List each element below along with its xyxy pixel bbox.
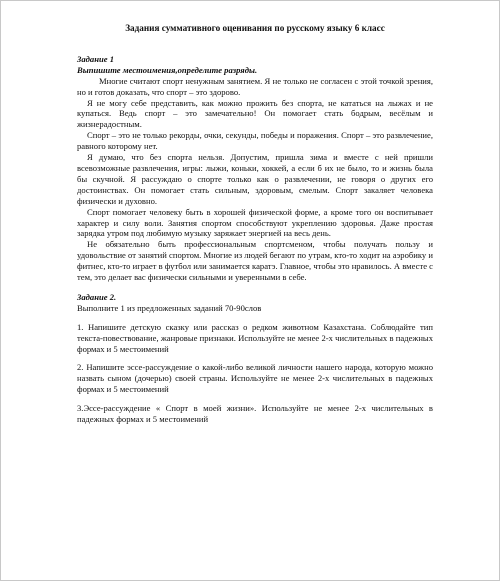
task1-instruction: Выпишите местоимения,определите разряды.: [77, 64, 258, 75]
task2-option-3: 3.Эссе-рассуждение « Спорт в моей жизни». Используйте не менее 2-х числительных в падежных формах и 5 местоимений: [77, 403, 433, 425]
task1-paragraph-4: Я думаю, что без спорта нельзя. Допустим, пришла зима и вместе с ней пришли всевозможные развлечения, игры: лыжи, коньки, хоккей, а если б их не было, то и жизнь была бы скучной. Я рассуждаю о спорте только как о развлечении, не говоря о других его достоинствах. Он помогает стать сильным, здоровым, смелым. Спорт закаляет человека физически и духовно.: [77, 152, 433, 206]
task1-heading: Задание 1: [77, 53, 115, 64]
task1-paragraph-1: Многие считают спорт ненужным занятием. Я не только не согласен с этой точкой зрения, но и готов доказать, что спорт – это здорово.: [77, 75, 433, 97]
task2-option-1: 1. Напишите детскую сказку или рассказ о редком животном Казахстана. Соблюдайте тип текста-повествование, жанровые признаки. Используйте не менее 2-х числительных в падежных формах и 5 местоимений: [77, 321, 433, 354]
task1-paragraph-5: Спорт помогает человеку быть в хорошей физической форме, а кроме того он воспитывает характер и силу воли. Занятия спортом способствуют укреплению здоровья. Даже простая зарядка утром под любимую музыку заряжает энергией на весь день.: [77, 206, 433, 239]
task1-paragraph-6: Не обязательно быть профессиональным спортсменом, чтобы получать пользу и удовольствие от занятий спортом. Многие из людей бегают по утрам, кто-то ходит на аэробику и фитнес, кто-то играет в футбол или занимается каратэ. Главное, чтобы это нравилось. А вместе с тем, это делает вас физически сильными и уверенными в себе.: [77, 239, 433, 283]
task1-paragraph-2: Я не могу себе представить, как можно прожить без спорта, не кататься на лыжах и не купаться. Ведь спорт – это замечательно! Он помогает стать бодрым, весёлым и жизнерадостным.: [77, 97, 433, 130]
document-content: [77, 23, 433, 425]
task2-heading: Задание 2.: [77, 291, 117, 302]
document-title: Задания суммативного оценивания по русскому языку 6 класс: [125, 23, 385, 33]
task2-instruction: Выполните 1 из предложенных заданий 70-90слов: [77, 302, 262, 313]
task1-paragraph-3: Спорт – это не только рекорды, очки, секунды, победы и поражения. Спорт – это развлечение, равного которому нет.: [77, 130, 433, 152]
task2-option-2: 2. Напишите эссе-рассуждение о какой-либо великой личности нашего народа, которую можно назвать сыном (дочерью) своей страны. Используйте не менее 2-х числительных в падежных формах и 5 местоимений: [77, 362, 433, 395]
